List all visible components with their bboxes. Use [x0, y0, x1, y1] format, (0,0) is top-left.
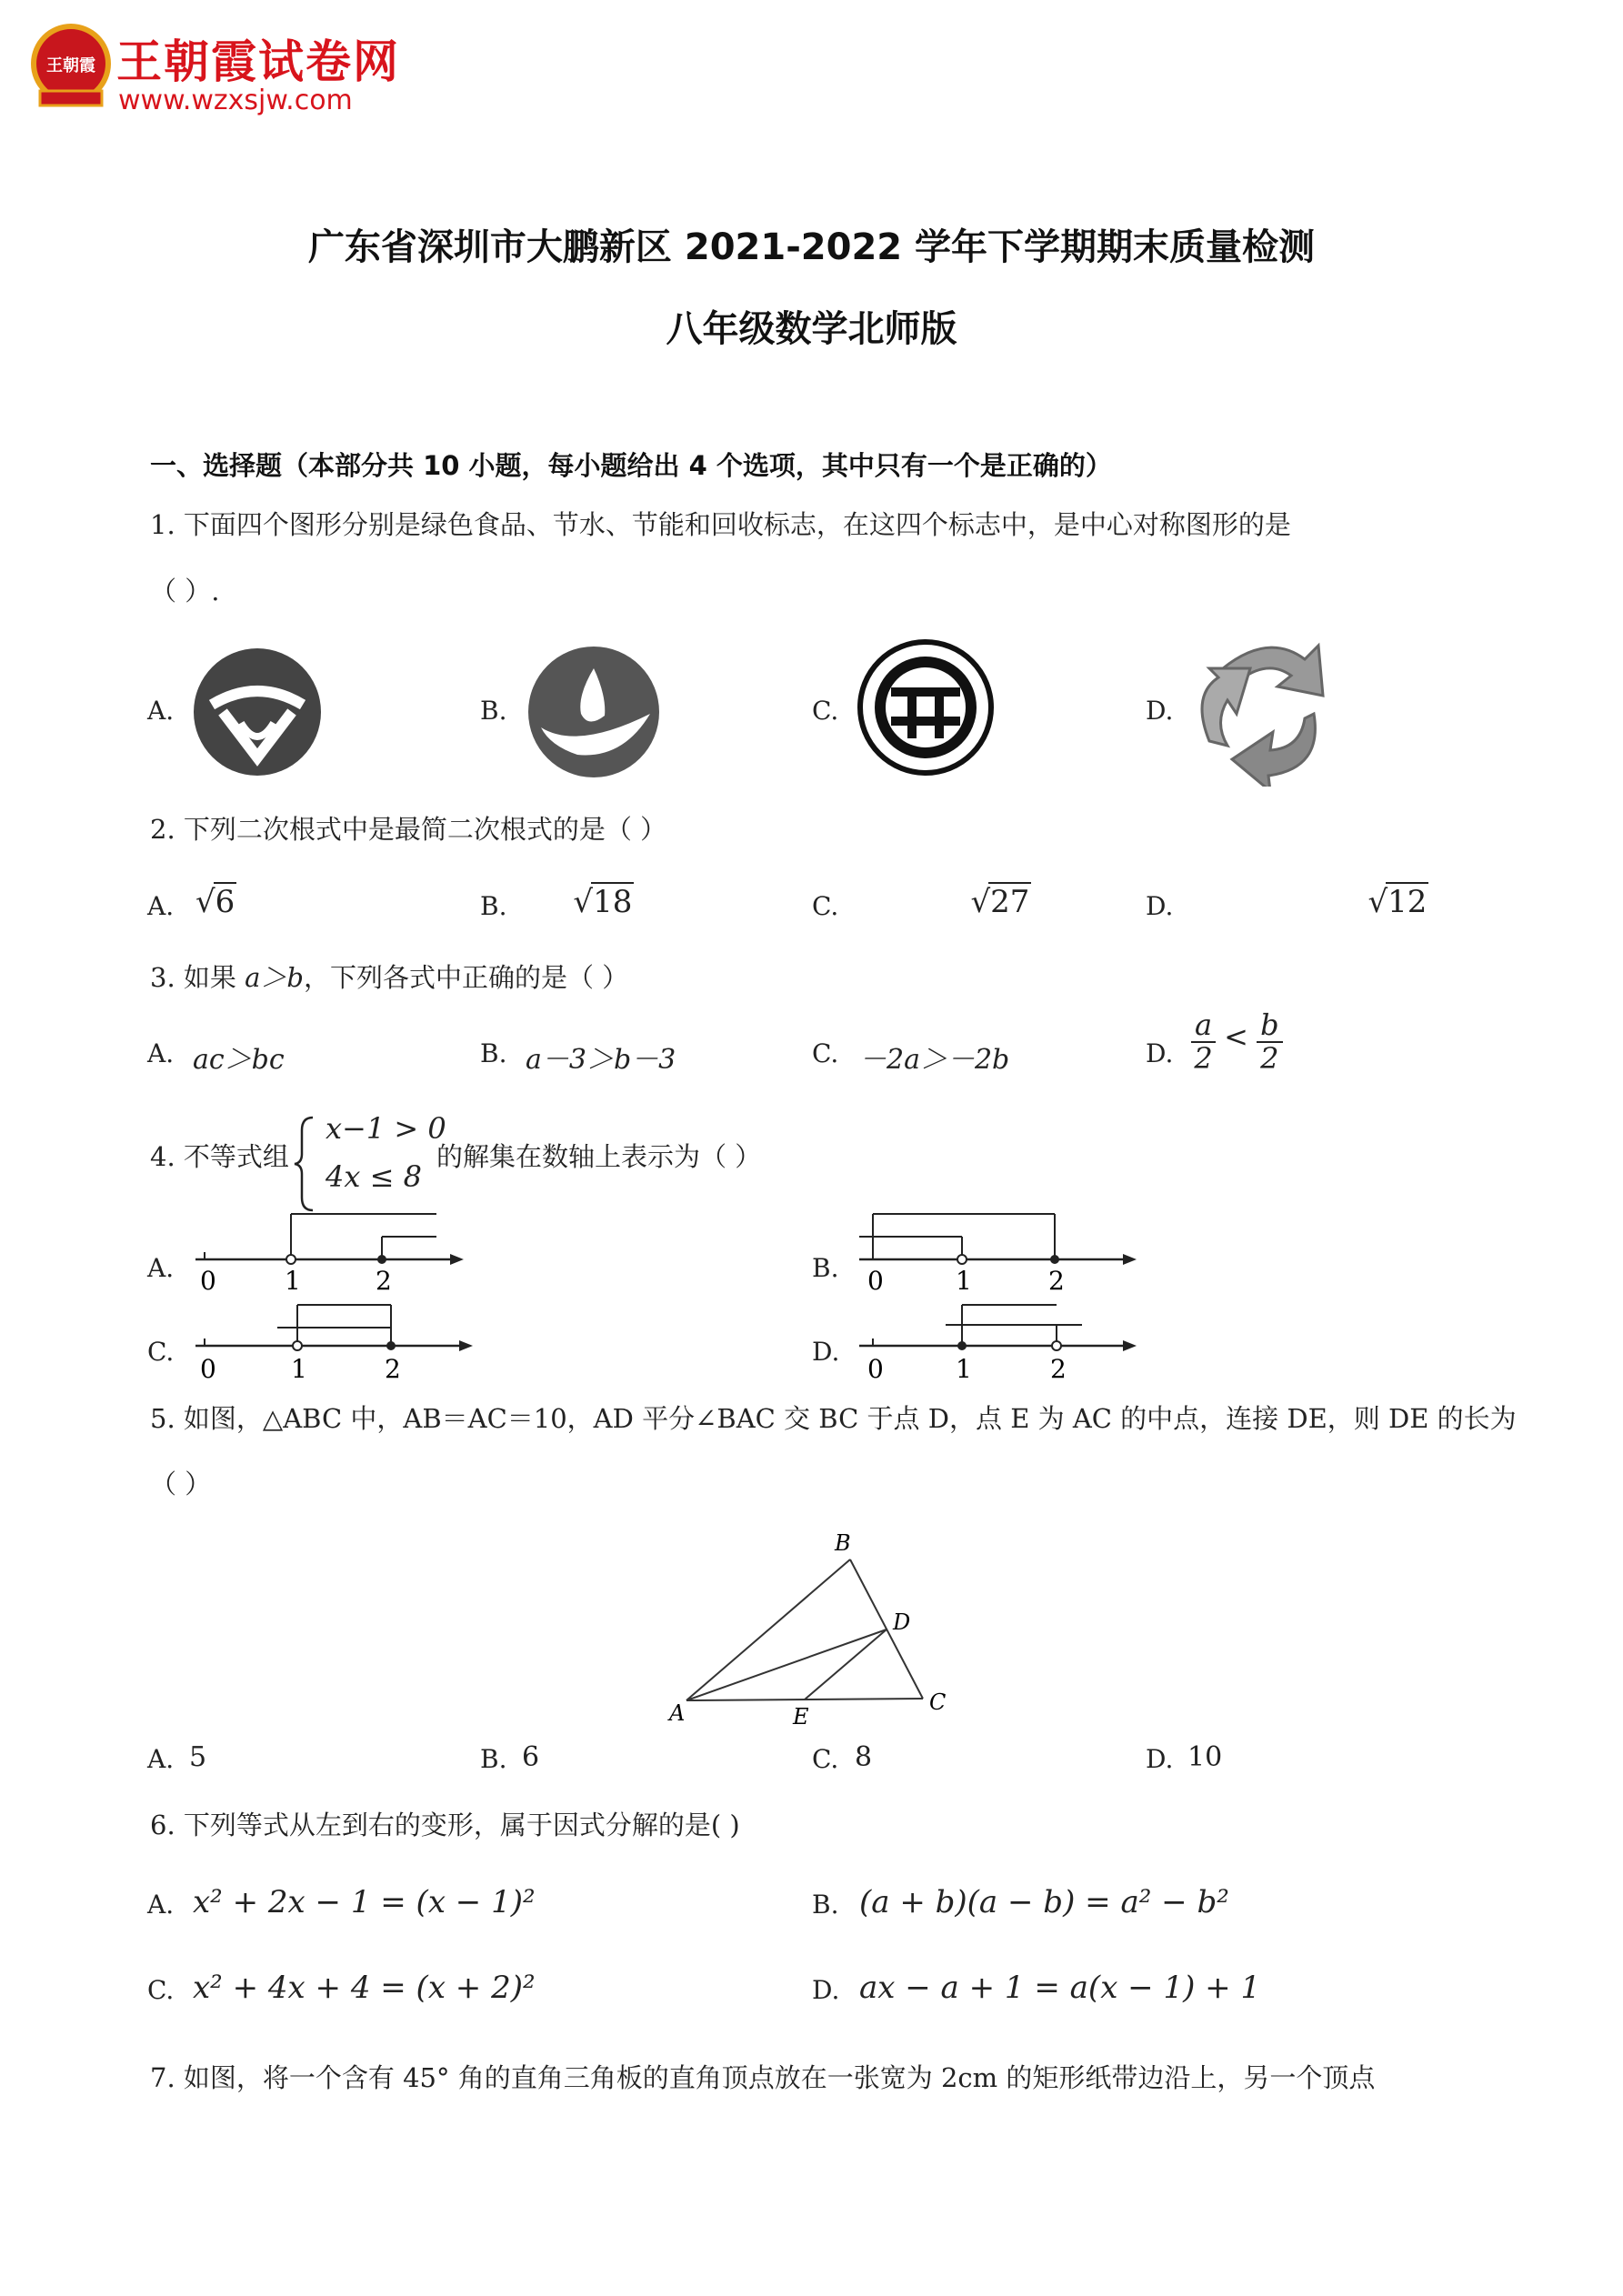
q4-numberline-a	[186, 1209, 468, 1296]
point-label: C	[929, 1689, 947, 1715]
q6-label-a: A.	[147, 1890, 175, 1920]
q6-stem: 6. 下列等式从左到右的变形，属于因式分解的是( )	[150, 1810, 740, 1840]
q5-label-d: D.	[1146, 1744, 1174, 1774]
q5-option-d: 10	[1187, 1741, 1223, 1773]
q3-stem: 3. 如果 a＞b，下列各式中正确的是（ ）	[150, 962, 629, 993]
q2-option-b: √18	[573, 884, 633, 920]
brand-name: 王朝霞试卷网	[116, 35, 400, 88]
tick-0: 0	[200, 1354, 216, 1382]
q4-ineq-2: 4x ≤ 8	[326, 1159, 422, 1194]
q5-option-c: 8	[855, 1741, 873, 1773]
q4-label-c: C.	[147, 1337, 175, 1367]
q2-option-a: √6	[195, 884, 235, 920]
q3-option-c: －2a＞－2b	[859, 1044, 1010, 1076]
tick-1: 1	[956, 1266, 972, 1296]
tick-1: 1	[285, 1266, 301, 1296]
tick-0: 0	[867, 1354, 884, 1382]
q2-option-c: √27	[970, 884, 1030, 920]
q5-label-c: C.	[812, 1744, 839, 1774]
tick-2: 2	[385, 1354, 401, 1382]
q6-label-c: C.	[147, 1975, 175, 2005]
q3-label-b: B.	[480, 1038, 507, 1068]
point-label: B	[835, 1530, 851, 1556]
q5-triangle-figure	[655, 1519, 973, 1732]
point-label: E	[793, 1704, 809, 1730]
tick-1: 1	[956, 1354, 972, 1382]
q3-label-d: D.	[1146, 1038, 1174, 1068]
q6-option-b: (a + b)(a − b) = a² − b²	[859, 1884, 1229, 1920]
q4-ineq-1: x−1 > 0	[326, 1111, 446, 1146]
q1-label-b: B.	[480, 696, 507, 726]
point-label: A	[669, 1700, 686, 1726]
q3-label-c: C.	[812, 1038, 839, 1068]
q6-option-d: ax − a + 1 = a(x − 1) + 1	[859, 1970, 1261, 2006]
tick-2: 2	[376, 1266, 392, 1296]
q1-label-d: D.	[1146, 696, 1174, 726]
q5-option-a: 5	[189, 1741, 207, 1773]
q4-label-b: B.	[812, 1253, 839, 1283]
exam-subtitle: 八年级数学北师版	[666, 308, 957, 350]
svg-text:王朝霞: 王朝霞	[46, 56, 95, 75]
q4-numberline-b	[855, 1209, 1146, 1296]
point-label: D	[893, 1609, 911, 1635]
q4-stem-pre: 4. 不等式组	[150, 1141, 289, 1172]
q3-option-a: ac＞bc	[193, 1044, 285, 1076]
tick-2: 2	[1050, 1354, 1067, 1382]
q2-label-a: A.	[147, 891, 175, 921]
q3-label-a: A.	[147, 1038, 175, 1068]
q6-option-a: x² + 2x − 1 = (x − 1)²	[193, 1884, 536, 1920]
q4-label-d: D.	[812, 1337, 840, 1367]
water-saving-logo-icon	[523, 641, 668, 787]
tick-0: 0	[200, 1266, 216, 1296]
q2-label-d: D.	[1146, 891, 1174, 921]
q3-option-d: $\frac{a}{2}$ < $\frac{b}{2}$	[1191, 1009, 1283, 1075]
q5-stem-cont: （ ）	[150, 1469, 212, 1499]
q5-label-b: B.	[480, 1744, 507, 1774]
brace-icon	[291, 1114, 318, 1214]
q7-stem: 7. 如图，将一个含有 45° 角的直角三角板的直角顶点放在一张宽为 2cm 的矩形纸带边沿上，另一个顶点	[150, 2062, 1376, 2093]
recycle-logo-icon	[1187, 632, 1350, 787]
q4-numberline-c	[186, 1296, 477, 1382]
q2-stem: 2. 下列二次根式中是最简二次根式的是（ ）	[150, 814, 667, 845]
section-heading: 一、选择题（本部分共 10 小题，每小题给出 4 个选项，其中只有一个是正确的）	[150, 450, 1112, 481]
q4-label-a: A.	[147, 1253, 175, 1283]
tick-2: 2	[1048, 1266, 1065, 1296]
q6-label-b: B.	[812, 1890, 839, 1920]
q1-label-a: A.	[147, 696, 175, 726]
seal-logo-icon	[25, 20, 116, 111]
q1-label-c: C.	[812, 696, 839, 726]
q6-label-d: D.	[812, 1975, 840, 2005]
green-food-logo-icon	[186, 641, 332, 787]
q1-stem: 1. 下面四个图形分别是绿色食品、节水、节能和回收标志，在这四个标志中，是中心对称图形的是	[150, 509, 1291, 540]
q5-stem: 5. 如图，△ABC 中，AB＝AC＝10，AD 平分∠BAC 交 BC 于点 D，点 E 为 AC 的中点，连接 DE，则 DE 的长为	[150, 1403, 1517, 1434]
brand-url: www.wzxsjw.com	[118, 85, 353, 116]
q5-option-b: 6	[522, 1741, 540, 1773]
q4-stem-post: 的解集在数轴上表示为（ ）	[436, 1141, 762, 1172]
q2-option-d: √12	[1368, 884, 1428, 920]
exam-title: 广东省深圳市大鹏新区 2021-2022 学年下学期期末质量检测	[307, 226, 1316, 268]
tick-0: 0	[867, 1266, 884, 1296]
q2-label-c: C.	[812, 891, 839, 921]
energy-saving-logo-icon	[855, 637, 1000, 782]
q3-option-b: a－3＞b－3	[526, 1044, 676, 1076]
tick-1: 1	[291, 1354, 307, 1382]
q1-stem-cont: （ ）.	[150, 576, 220, 607]
q4-numberline-d	[855, 1296, 1146, 1382]
q6-option-c: x² + 4x + 4 = (x + 2)²	[193, 1970, 536, 2006]
q2-label-b: B.	[480, 891, 507, 921]
q5-label-a: A.	[147, 1744, 175, 1774]
